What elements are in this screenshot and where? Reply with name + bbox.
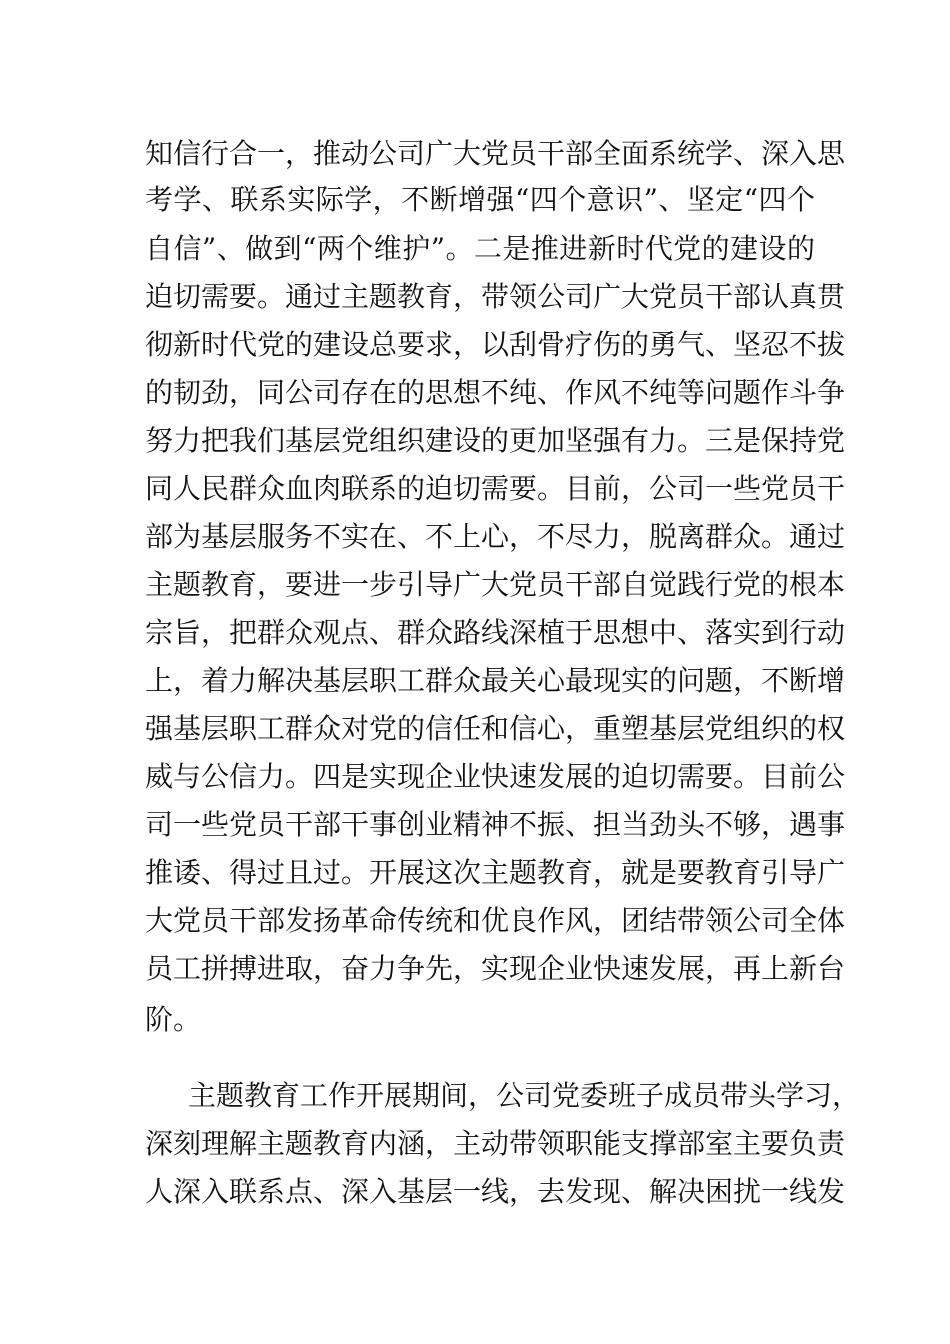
paragraph-1-line-19: 阶。 bbox=[145, 1003, 202, 1036]
paragraph-1-line-3: 自信”、做到“两个维护”。二是推进新时代党的建设的 bbox=[145, 232, 815, 265]
paragraph-1-line-16: 推诿、得过且过。开展这次主题教育，就是要教育引导广 bbox=[145, 856, 846, 889]
paragraph-1-line-18: 员工拼搏进取，奋力争先，实现企业快速发展，再上新台 bbox=[145, 952, 846, 985]
paragraph-1-line-2: 考学、联系实际学，不断增强“四个意识”、坚定“四个 bbox=[145, 183, 815, 216]
paragraph-1-line-6: 的韧劲，同公司存在的思想不纯、作风不纯等问题作斗争 bbox=[145, 376, 846, 409]
paragraph-1-line-14: 威与公信力。四是实现企业快速发展的迫切需要。目前公 bbox=[145, 760, 846, 793]
paragraph-2-line-3: 人深入联系点、深入基层一线，去发现、解决困扰一线发 bbox=[145, 1175, 846, 1208]
paragraph-1-line-13: 强基层职工群众对党的信任和信心，重塑基层党组织的权 bbox=[145, 712, 846, 745]
paragraph-1-line-10: 主题教育，要进一步引导广大党员干部自觉践行党的根本 bbox=[145, 568, 846, 601]
paragraph-1-line-1: 知信行合一，推动公司广大党员干部全面系统学、深入思 bbox=[145, 137, 846, 170]
paragraph-1-line-15: 司一些党员干部干事创业精神不振、担当劲头不够，遇事 bbox=[145, 808, 846, 841]
paragraph-1-line-7: 努力把我们基层党组织建设的更加坚强有力。三是保持党 bbox=[145, 424, 846, 457]
paragraph-1-line-4: 迫切需要。通过主题教育，带领公司广大党员干部认真贯 bbox=[145, 280, 846, 313]
paragraph-1-line-5: 彻新时代党的建设总要求，以刮骨疗伤的勇气、坚忍不拔 bbox=[145, 328, 846, 361]
paragraph-1-line-9: 部为基层服务不实在、不上心，不尽力，脱离群众。通过 bbox=[145, 520, 846, 553]
paragraph-2-line-2: 深刻理解主题教育内涵，主动带领职能支撑部室主要负责 bbox=[145, 1127, 846, 1160]
paragraph-2-line-1: 主题教育工作开展期间，公司党委班子成员带头学习， bbox=[188, 1079, 861, 1112]
paragraph-1-line-17: 大党员干部发扬革命传统和优良作风，团结带领公司全体 bbox=[145, 904, 846, 937]
paragraph-1-line-12: 上，着力解决基层职工群众最关心最现实的问题，不断增 bbox=[145, 664, 846, 697]
paragraph-1-line-8: 同人民群众血肉联系的迫切需要。目前，公司一些党员干 bbox=[145, 472, 846, 505]
paragraph-1-line-11: 宗旨，把群众观点、群众路线深植于思想中、落实到行动 bbox=[145, 616, 846, 649]
